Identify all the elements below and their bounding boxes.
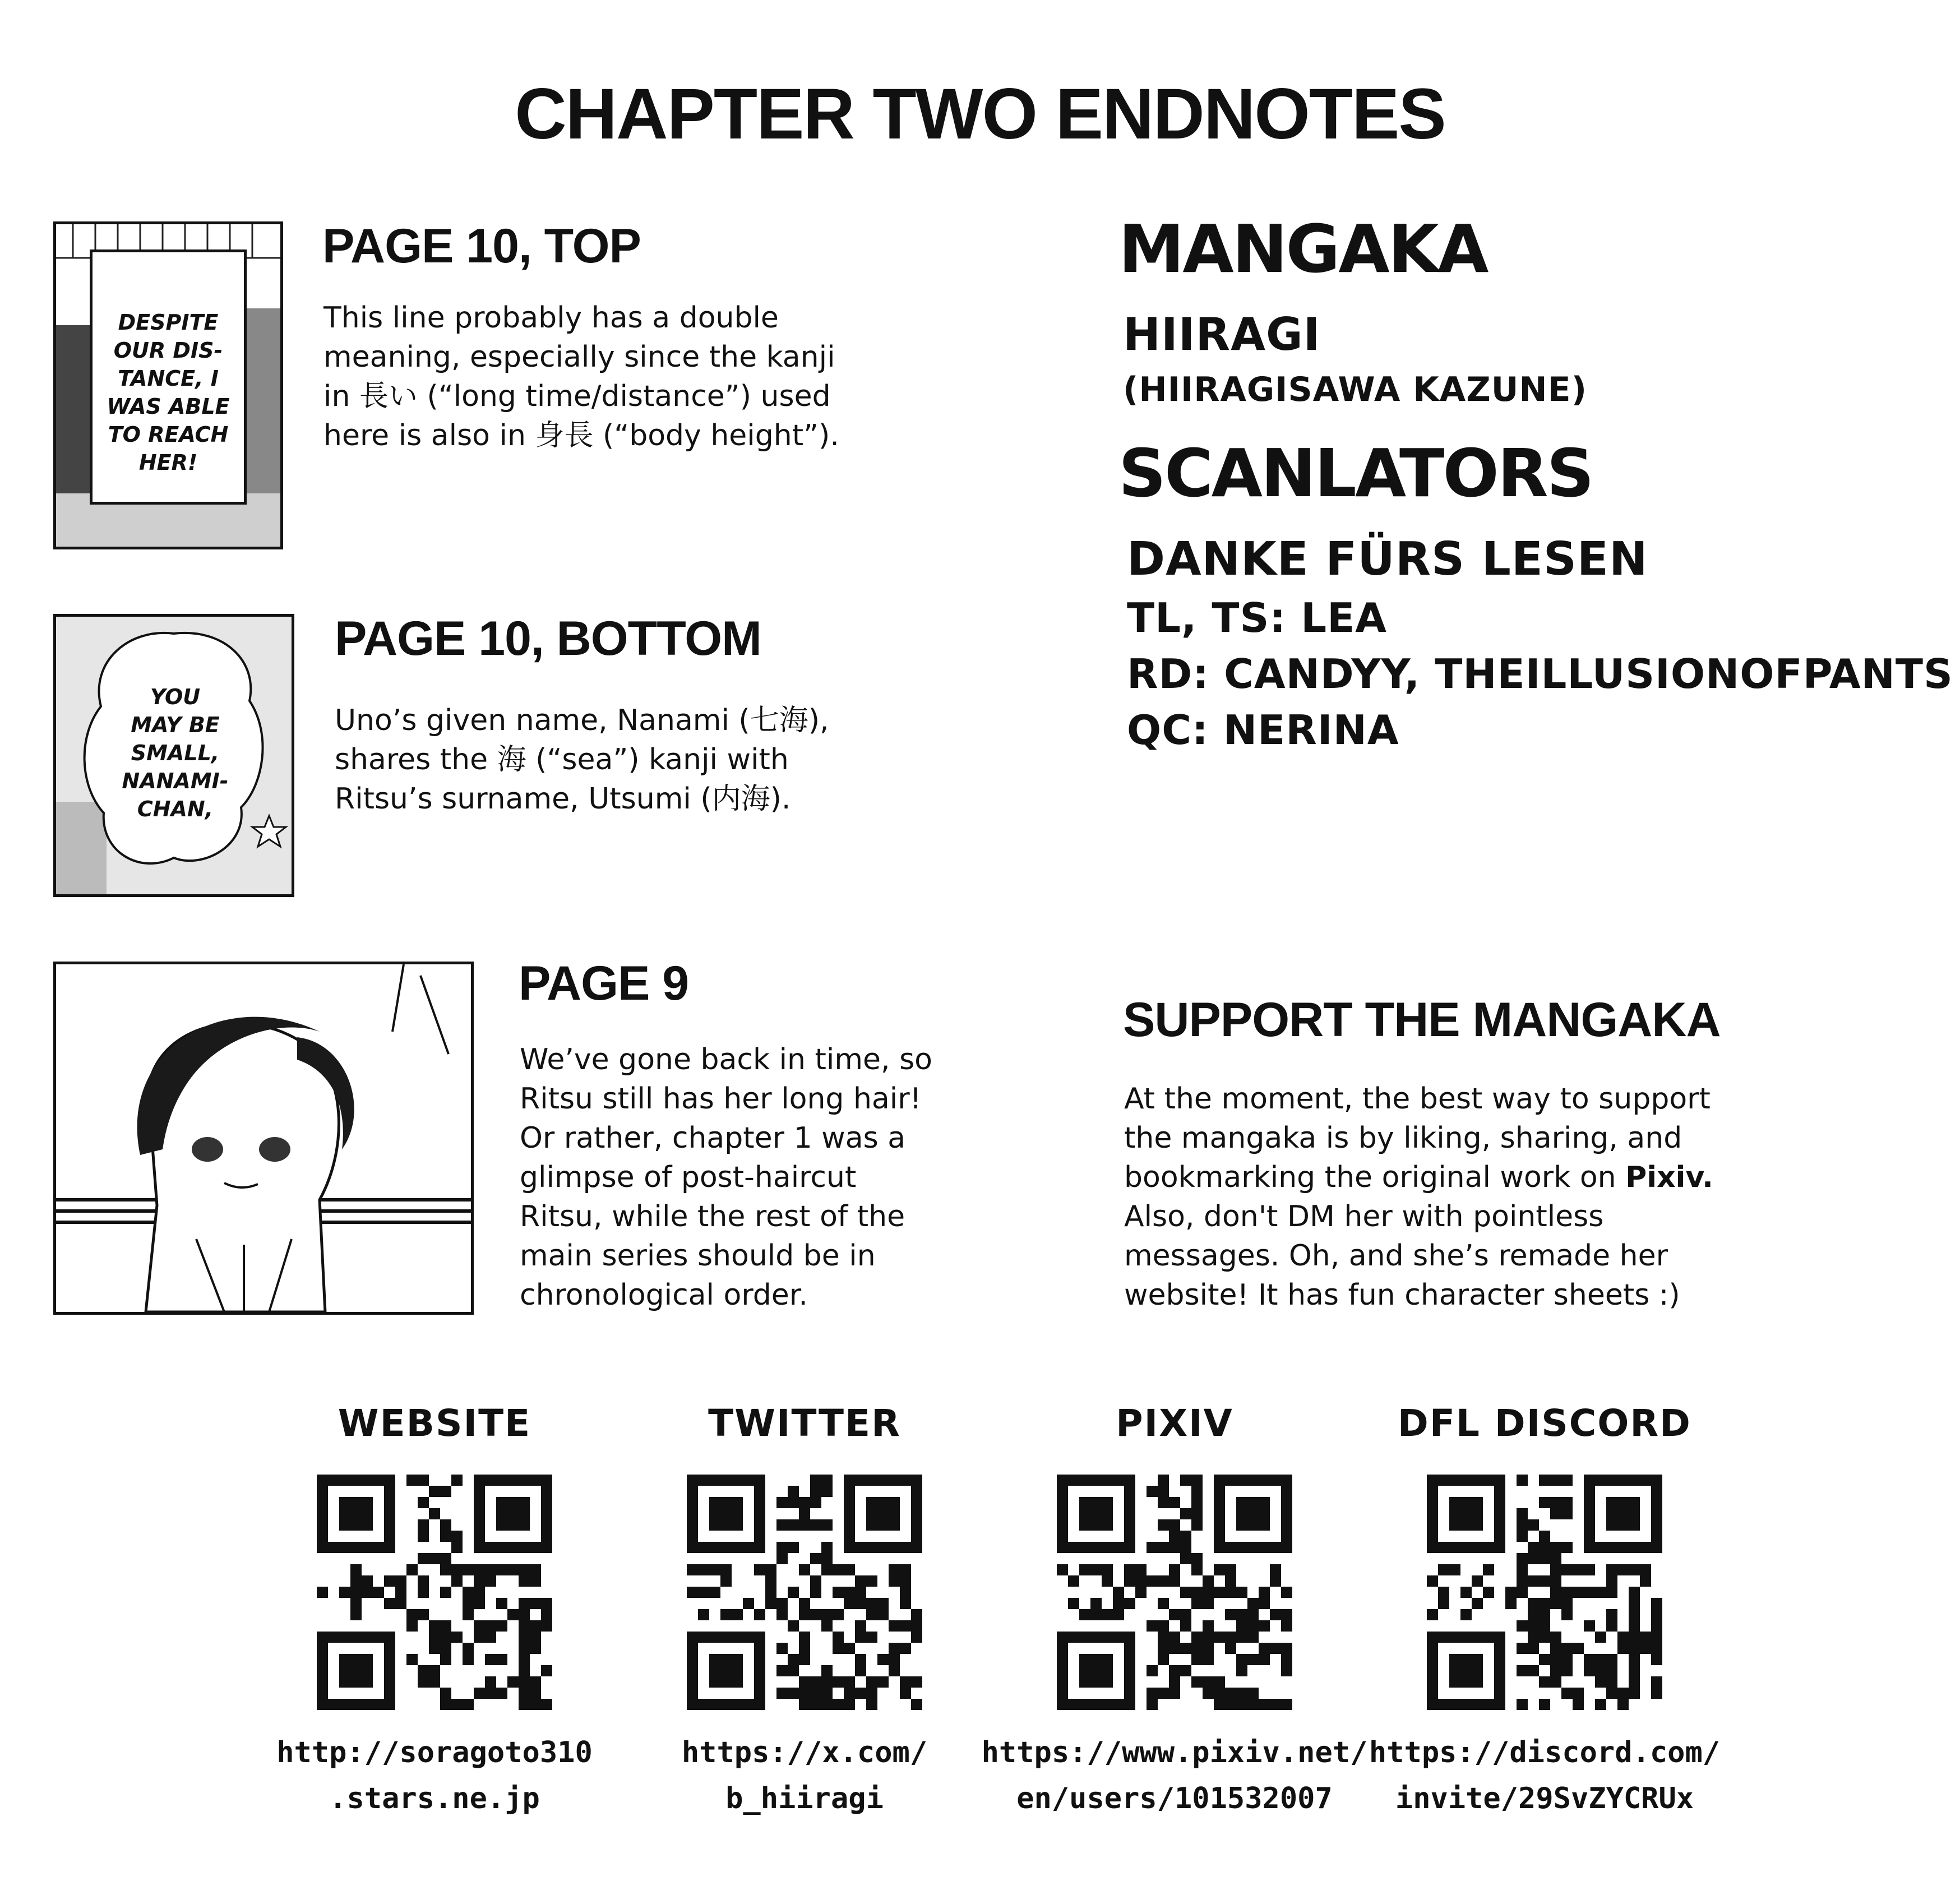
- note-heading-page10-bottom: PAGE 10, BOTTOM: [335, 612, 761, 666]
- credit-role-translation: TL, TS: LEA: [1127, 594, 1388, 641]
- qr-code-pixiv[interactable]: [1057, 1475, 1292, 1710]
- support-pixiv-link[interactable]: Pixiv.: [1625, 1161, 1713, 1194]
- scanlators-heading: SCANLATORS: [1118, 435, 1593, 512]
- link-pixiv-url[interactable]: https://www.pixiv.net/ en/users/101532007: [981, 1736, 1368, 1815]
- panel-art-ritsu: [56, 964, 471, 1312]
- manga-panel-page10-top: [53, 221, 283, 549]
- note-body-page9: We’ve gone back in time, so Ritsu still has her long hair! Or rather, chapter 1 was a glimpse of post-haircut Ritsu, while the rest of the main series should be in chronological order.: [520, 1043, 932, 1312]
- qr-title-pixiv: PIXIV: [1116, 1402, 1233, 1445]
- manga-panel-page10-bottom: [53, 614, 294, 897]
- qr-title-discord: DFL DISCORD: [1398, 1402, 1691, 1445]
- qr-code-discord[interactable]: [1427, 1475, 1662, 1710]
- qr-title-twitter: TWITTER: [708, 1402, 901, 1445]
- support-heading: SUPPORT THE MANGAKA: [1123, 993, 1721, 1047]
- panel-caption-box: [90, 249, 247, 505]
- mangaka-heading: MANGAKA: [1118, 210, 1487, 288]
- support-body: [1124, 1079, 1797, 1315]
- link-discord-url[interactable]: https://discord.com/ invite/29SvZYCRUx: [1369, 1736, 1721, 1815]
- qr-title-website: WEBSITE: [338, 1402, 531, 1445]
- scanlation-group: DANKE FÜRS LESEN: [1127, 533, 1648, 586]
- note-body-page10-top: This line probably has a double meaning, especially since the kanji in 長い (“long time/distance”) used here is also in 身長 (“body height”).: [323, 301, 839, 452]
- note-heading-page9: PAGE 9: [519, 956, 689, 1010]
- credit-role-redraw: RD: CANDYY, THEILLUSIONOFPANTS: [1127, 650, 1953, 697]
- mangaka-alt-name: (HIIRAGISAWA KAZUNE): [1123, 370, 1588, 409]
- qr-code-twitter[interactable]: [687, 1475, 922, 1710]
- support-body-end: Also, don't DM her with pointless messages. Oh, and she’s remade her website! It has fun character sheets :): [1124, 1200, 1680, 1312]
- mangaka-name: HIIRAGI: [1123, 308, 1321, 361]
- note-heading-page10-top: PAGE 10, TOP: [322, 219, 641, 273]
- manga-panel-page9: [53, 962, 474, 1315]
- panel-caption-text: DESPITE OUR DIS- TANCE, I WAS ABLE TO REACH HER!: [107, 310, 230, 475]
- qr-code-website[interactable]: [317, 1475, 552, 1710]
- link-website-url[interactable]: http://soragoto310 .stars.ne.jp: [276, 1736, 593, 1815]
- page-title: CHAPTER TWO ENDNOTES: [515, 74, 1445, 154]
- support-body-start: At the moment, the best way to support the mangaka is by liking, sharing, and bookmarking the original work on: [1124, 1082, 1711, 1194]
- panel-bubble-text: YOU MAY BE SMALL, NANAMI- CHAN,: [122, 685, 229, 821]
- credit-role-qc: QC: NERINA: [1127, 706, 1399, 754]
- note-body-page10-bottom: Uno’s given name, Nanami (七海), shares the 海 (“sea”) kanji with Ritsu’s surname, Utsumi (内海).: [335, 704, 829, 816]
- link-twitter-url[interactable]: https://x.com/ b_hiiragi: [681, 1736, 928, 1815]
